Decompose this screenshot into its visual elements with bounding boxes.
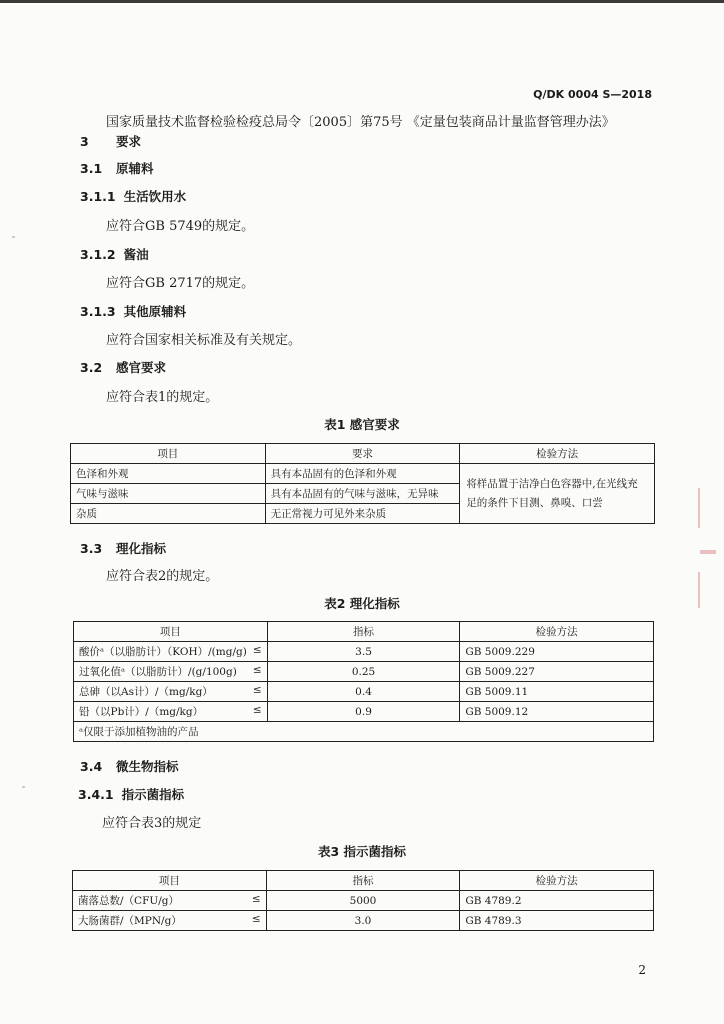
seal-stamp-fragment: [698, 488, 716, 528]
method-cell: GB 5009.227: [460, 662, 654, 682]
seal-stamp-fragment: [698, 572, 716, 608]
section-title: 指示菌指标: [121, 787, 185, 802]
operator: ≤: [251, 913, 261, 925]
table-cell: 色泽和外观: [71, 464, 266, 484]
scan-speck: [12, 236, 15, 238]
top-rule: [0, 0, 724, 3]
section-3-heading: [80, 132, 141, 150]
section-title: 要求: [116, 134, 142, 149]
table-row: [74, 702, 654, 722]
table-note-row: [74, 722, 654, 742]
item-label: 酸价ᵃ（以脂肪计）（KOH）/(mg/g): [79, 646, 247, 658]
section-title: 原辅料: [116, 161, 154, 176]
section-3-1-heading: [80, 159, 154, 177]
value-cell: 3.0: [266, 911, 460, 931]
table-header-cell: 指标: [266, 871, 460, 891]
section-title: 生活饮用水: [123, 189, 187, 204]
table1-caption: 表1 感官要求: [324, 417, 400, 432]
section-number: 3.3: [80, 541, 103, 556]
section-title: 理化指标: [116, 541, 167, 556]
item-label: 总砷（以As计）/（mg/kg）: [79, 686, 213, 698]
table-header-cell: 检验方法: [460, 444, 655, 464]
table-header-cell: 项目: [71, 444, 266, 464]
item-label: 菌落总数/（CFU/g）: [78, 895, 179, 907]
table-row: [74, 682, 654, 702]
section-3-1-3-heading: [80, 302, 186, 320]
section-number: 3.1: [80, 161, 103, 176]
table-row: [74, 642, 654, 662]
table-cell: 具有本品固有的色泽和外观: [265, 464, 460, 484]
table-header-row: [73, 871, 654, 891]
section-3-3-text: 应符合表2的规定。: [106, 569, 219, 584]
section-3-4-heading: [80, 757, 179, 775]
section-number: 3.4: [80, 759, 103, 774]
value-cell: 0.4: [267, 682, 460, 702]
operator: ≤: [252, 644, 262, 656]
value-cell: 5000: [266, 891, 460, 911]
table-cell: 杂质: [71, 504, 266, 524]
method-cell: GB 4789.3: [460, 911, 654, 931]
table-header-cell: 要求: [265, 444, 460, 464]
table-row: [71, 464, 655, 484]
value-cell: 3.5: [267, 642, 460, 662]
value-cell: 0.9: [267, 702, 460, 722]
section-3-4-1-text: 应符合表3的规定: [102, 816, 202, 831]
operator: ≤: [252, 664, 262, 676]
section-3-3-heading: [80, 539, 166, 557]
section-number: 3: [80, 134, 89, 149]
regulation-reference: 国家质量技术监督检验检疫总局令〔2005〕第75号 《定量包装商品计量监督管理办法》: [106, 115, 615, 130]
section-number: 3.1.3: [80, 304, 116, 319]
table-header-cell: 指标: [267, 622, 460, 642]
scan-speck: [22, 786, 25, 788]
table-header-row: [74, 622, 654, 642]
table-header-cell: 项目: [73, 871, 267, 891]
table-header-cell: 检验方法: [460, 622, 654, 642]
table-header-row: [71, 444, 655, 464]
section-title: 酱油: [123, 247, 149, 262]
section-number: 3.1.2: [80, 247, 116, 262]
operator: ≤: [252, 684, 262, 696]
section-3-1-1-heading: [80, 187, 186, 205]
section-number: 3.2: [80, 360, 103, 375]
table-row: [73, 891, 654, 911]
table-cell: 无正常视力可见外来杂质: [265, 504, 460, 524]
table3-indicator-bacteria: [72, 870, 654, 931]
section-3-2-heading: [80, 358, 166, 376]
table2-physicochemical-indicators: [73, 621, 654, 742]
section-3-2-text: 应符合表1的规定。: [106, 390, 219, 405]
section-number: 3.1.1: [80, 189, 116, 204]
section-3-1-2-heading: [80, 245, 149, 263]
section-3-1-3-text: 应符合国家相关标准及有关规定。: [106, 333, 302, 348]
method-cell: GB 4789.2: [460, 891, 654, 911]
table-header-cell: 检验方法: [460, 871, 654, 891]
table-header-cell: 项目: [74, 622, 268, 642]
section-3-1-2-text: 应符合GB 2717的规定。: [106, 276, 255, 291]
section-title: 其他原辅料: [123, 304, 187, 319]
table-row: [74, 662, 654, 682]
section-title: 微生物指标: [116, 759, 179, 774]
table-cell: 具有本品固有的气味与滋味，无异味: [265, 484, 460, 504]
method-cell: GB 5009.11: [460, 682, 654, 702]
item-label: 过氧化值ᵃ（以脂肪计）/(g/100g): [79, 666, 237, 678]
section-3-4-1-heading: [78, 785, 184, 803]
page-number: 2: [638, 963, 646, 977]
seal-stamp-fragment: [700, 550, 716, 554]
table-cell-method: 将样品置于洁净白色容器中,在光线充足的条件下目测、鼻嗅、口尝: [460, 464, 655, 524]
table1-sensory-requirements: [70, 443, 655, 524]
table-row: [73, 911, 654, 931]
operator: ≤: [252, 704, 262, 716]
section-number: 3.4.1: [78, 787, 114, 802]
table-footnote: ᵃ仅限于添加植物油的产品: [74, 722, 654, 742]
value-cell: 0.25: [267, 662, 460, 682]
section-3-1-1-text: 应符合GB 5749的规定。: [106, 219, 255, 234]
table3-caption: 表3 指示菌指标: [317, 844, 407, 859]
section-title: 感官要求: [116, 360, 167, 375]
item-label: 铅（以Pb计）/（mg/kg）: [79, 706, 204, 718]
item-label: 大肠菌群/（MPN/g）: [78, 915, 182, 927]
table-cell: 气味与滋味: [71, 484, 266, 504]
operator: ≤: [251, 893, 261, 905]
standard-code-header: Q/DK 0004 S—2018: [533, 88, 652, 101]
table2-caption: 表2 理化指标: [324, 596, 400, 611]
method-cell: GB 5009.12: [460, 702, 654, 722]
method-cell: GB 5009.229: [460, 642, 654, 662]
